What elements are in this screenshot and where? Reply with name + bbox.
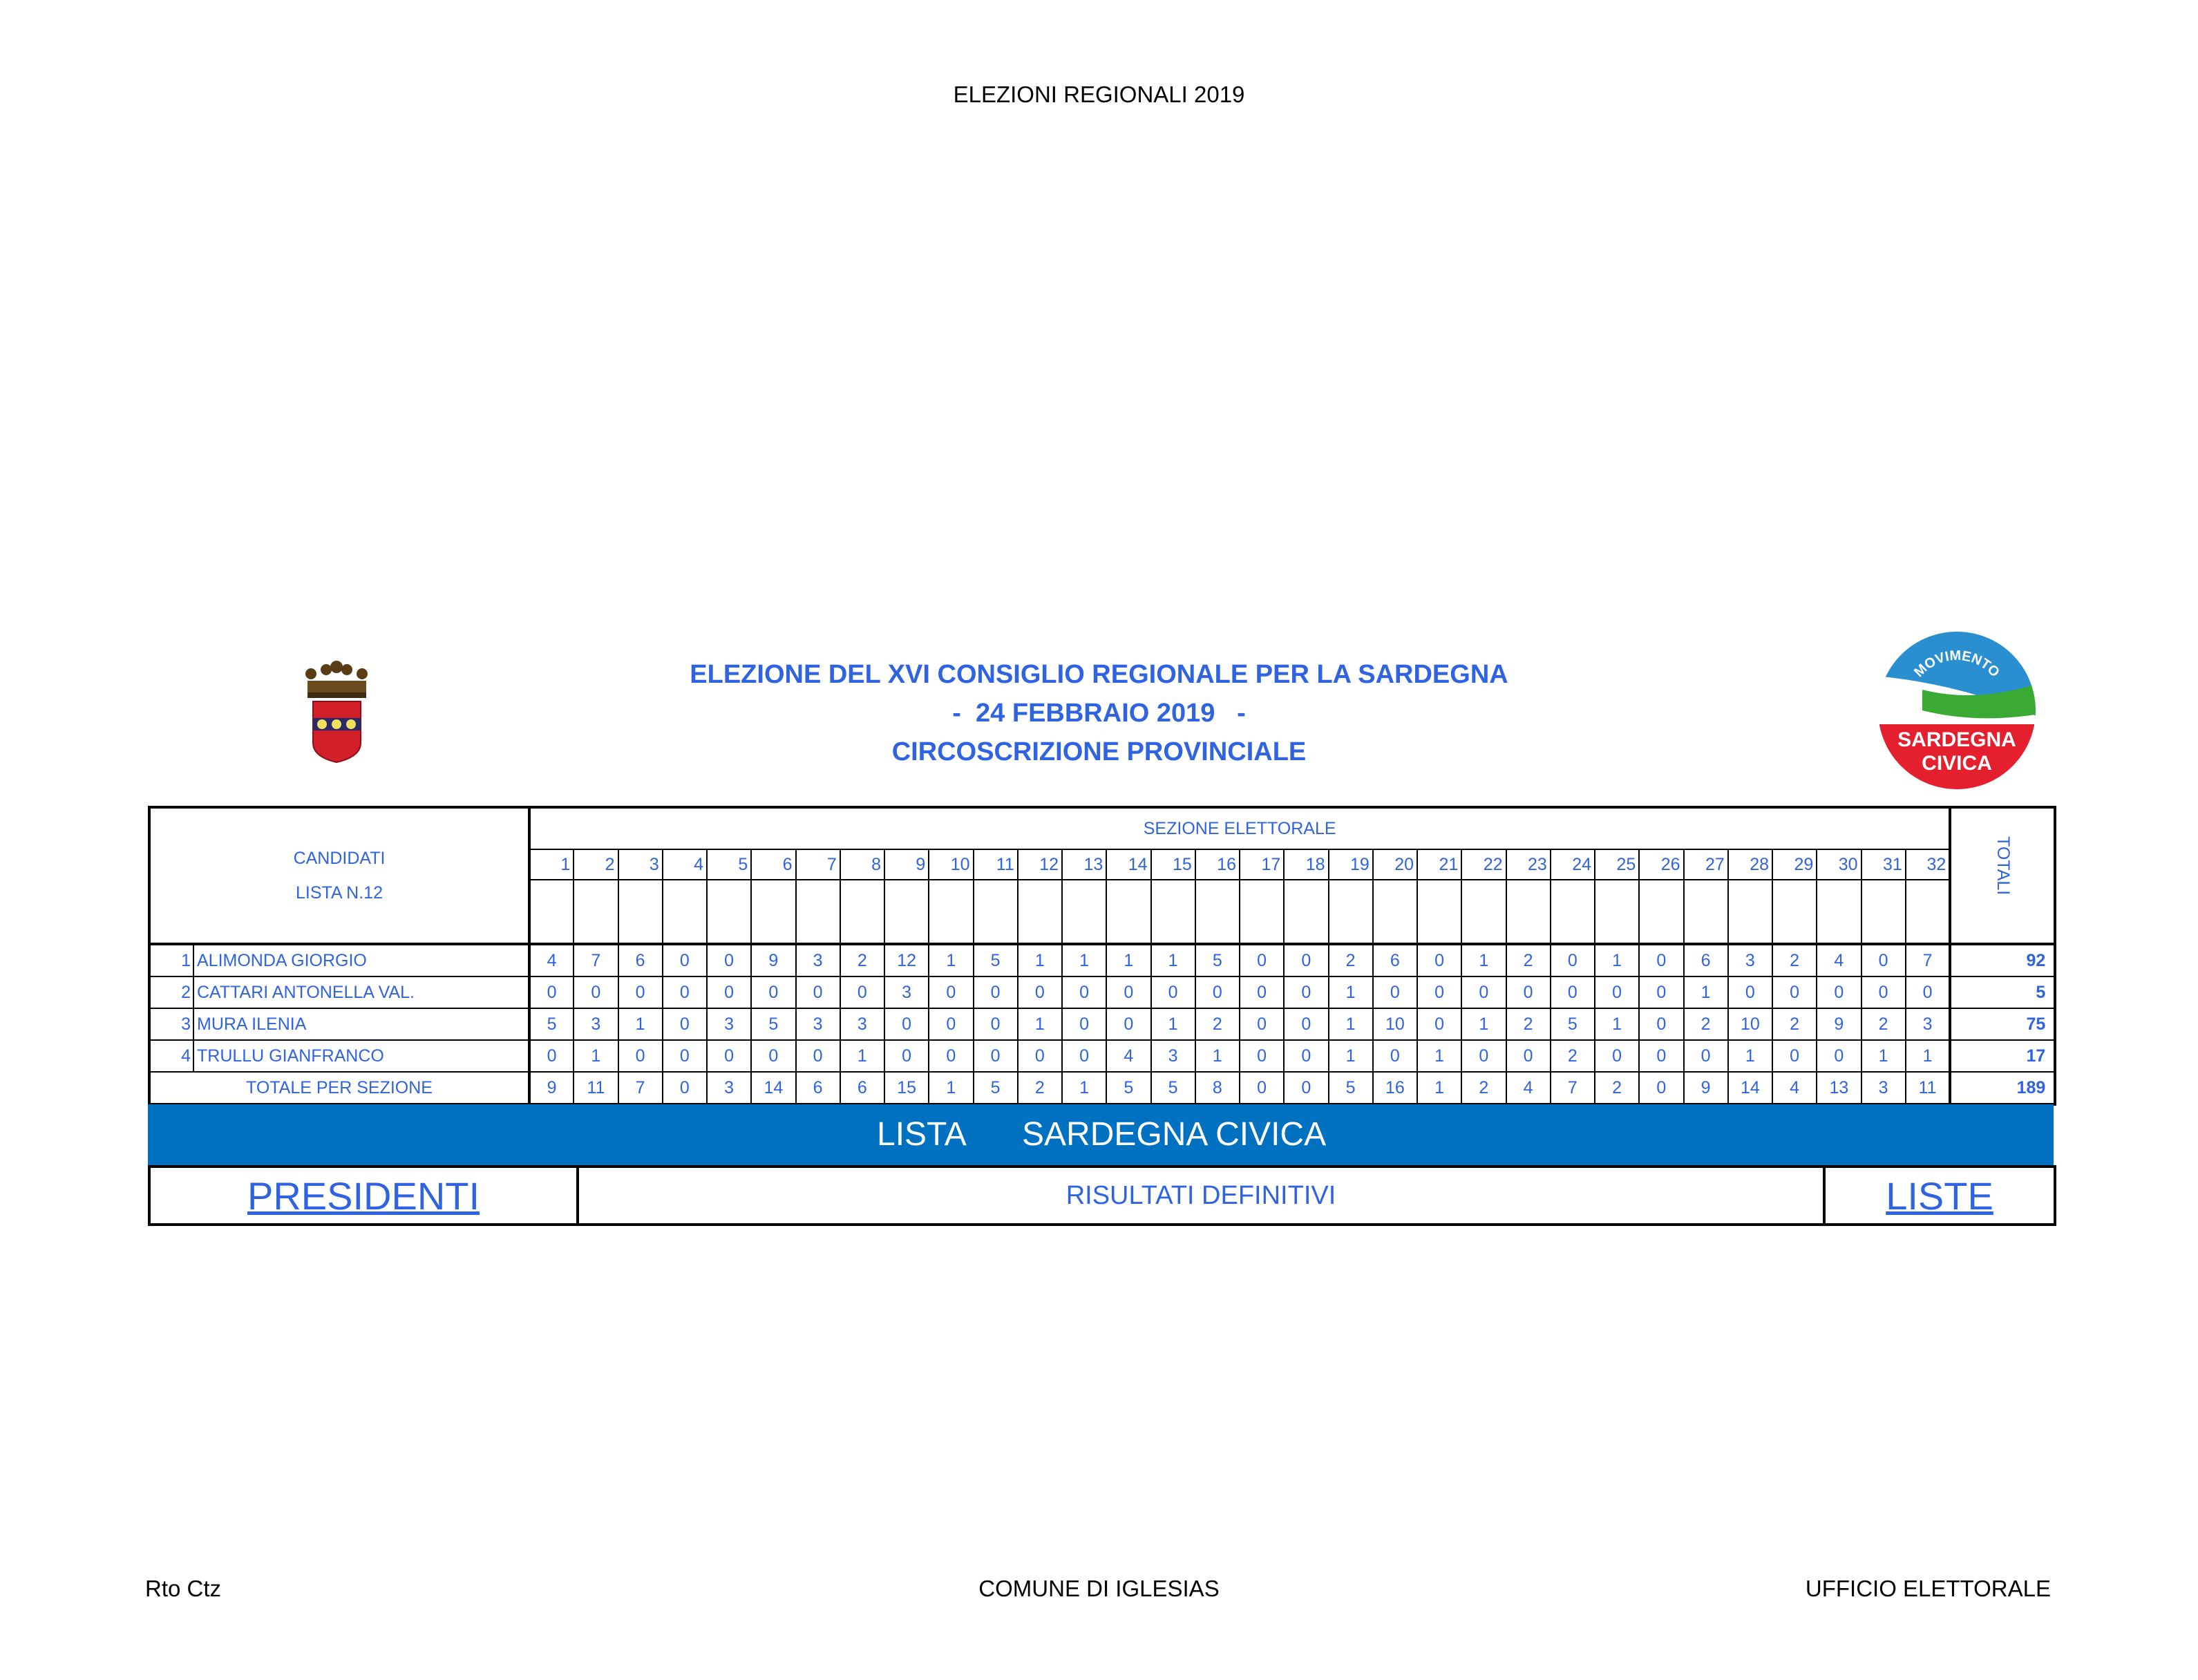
logo-line-2: CIVICA: [1922, 752, 1992, 775]
section-blank-cell: [1639, 880, 1683, 944]
section-total-cell: 3: [707, 1072, 751, 1104]
section-total-cell: 0: [1639, 1072, 1683, 1104]
vote-cell: 3: [796, 1008, 840, 1040]
section-total-cell: 16: [1373, 1072, 1417, 1104]
vote-cell: 0: [663, 976, 707, 1008]
vote-cell: 5: [1195, 944, 1240, 976]
section-total-cell: 7: [1551, 1072, 1595, 1104]
section-total-cell: 5: [1106, 1072, 1150, 1104]
section-blank-cell: [1062, 880, 1106, 944]
section-blank-cell: [1772, 880, 1817, 944]
section-blank-cell: [1595, 880, 1639, 944]
vote-cell: 0: [1861, 976, 1906, 1008]
candidate-total: 92: [1950, 944, 2055, 976]
candidate-row: [149, 944, 2055, 976]
vote-cell: 0: [974, 976, 1018, 1008]
candidate-number: 2: [149, 976, 193, 1008]
candidate-rows: [149, 944, 2055, 1072]
section-blank-cell: [618, 880, 663, 944]
vote-cell: 1: [1728, 1040, 1772, 1072]
document-title: [0, 655, 2198, 771]
section-number: 21: [1417, 849, 1461, 880]
vote-cell: 10: [1373, 1008, 1417, 1040]
section-number: 31: [1861, 849, 1906, 880]
title-line-3: CIRCOSCRIZIONE PROVINCIALE: [891, 737, 1307, 766]
vote-cell: 0: [1817, 976, 1861, 1008]
vote-cell: 2: [1684, 1008, 1728, 1040]
section-total-cell: 0: [1284, 1072, 1328, 1104]
vote-cell: 6: [1373, 944, 1417, 976]
vote-cell: 0: [1195, 976, 1240, 1008]
vote-cell: 1: [1106, 944, 1150, 976]
vote-cell: 0: [796, 1040, 840, 1072]
vote-cell: 0: [663, 1008, 707, 1040]
vote-cell: 0: [529, 1040, 574, 1072]
section-blank-cell: [1506, 880, 1551, 944]
section-blank-cell: [1906, 880, 1951, 944]
section-number: 10: [929, 849, 973, 880]
section-number: 14: [1106, 849, 1150, 880]
section-blank-cell: [1728, 880, 1772, 944]
vote-cell: 1: [574, 1040, 618, 1072]
section-blank-cell: [574, 880, 618, 944]
section-total-cell: 1: [1062, 1072, 1106, 1104]
vote-cell: 2: [1506, 1008, 1551, 1040]
section-total-cell: 5: [1329, 1072, 1373, 1104]
section-number: 17: [1240, 849, 1284, 880]
candidate-row: [149, 1040, 2055, 1072]
vote-cell: 2: [1861, 1008, 1906, 1040]
section-total-cell: 5: [1151, 1072, 1195, 1104]
section-blank-cell: [1373, 880, 1417, 944]
section-total-cell: 15: [884, 1072, 929, 1104]
vote-cell: 1: [1329, 1008, 1373, 1040]
section-blank-cell: [974, 880, 1018, 944]
vote-cell: 0: [1417, 944, 1461, 976]
liste-cell: [1826, 1168, 2054, 1223]
section-number: 28: [1728, 849, 1772, 880]
section-total-cell: 0: [1240, 1072, 1284, 1104]
section-number: 15: [1151, 849, 1195, 880]
vote-cell: 0: [1373, 976, 1417, 1008]
vote-cell: 0: [840, 976, 884, 1008]
vote-cell: 5: [974, 944, 1018, 976]
section-blank-cell: [1817, 880, 1861, 944]
vote-cell: 0: [1106, 1008, 1150, 1040]
vote-cell: 3: [574, 1008, 618, 1040]
vote-cell: 3: [1906, 1008, 1951, 1040]
vote-cell: 4: [1817, 944, 1861, 976]
vote-cell: 0: [884, 1008, 929, 1040]
section-number: 19: [1329, 849, 1373, 880]
vote-cell: 1: [1018, 944, 1062, 976]
section-number: 6: [751, 849, 795, 880]
section-number: 24: [1551, 849, 1595, 880]
vote-cell: 2: [1551, 1040, 1595, 1072]
vote-cell: 0: [618, 976, 663, 1008]
section-number: 18: [1284, 849, 1328, 880]
vote-cell: 0: [1506, 976, 1551, 1008]
vote-cell: 0: [1861, 944, 1906, 976]
section-number: 23: [1506, 849, 1551, 880]
section-total-cell: 0: [663, 1072, 707, 1104]
vote-cell: 0: [1284, 1040, 1328, 1072]
vote-cell: 0: [1106, 976, 1150, 1008]
section-blank-cell: [840, 880, 884, 944]
vote-cell: 0: [663, 944, 707, 976]
vote-cell: 10: [1728, 1008, 1772, 1040]
candidate-number: 4: [149, 1040, 193, 1072]
vote-cell: 0: [1018, 1040, 1062, 1072]
candidate-total: 5: [1950, 976, 2055, 1008]
vote-cell: 0: [974, 1040, 1018, 1072]
vote-cell: 0: [751, 1040, 795, 1072]
vote-cell: 0: [1373, 1040, 1417, 1072]
sardegna-civica-logo: [1874, 627, 2040, 793]
section-total-cell: 14: [751, 1072, 795, 1104]
section-number: 32: [1906, 849, 1951, 880]
section-blank-cell: [884, 880, 929, 944]
banner-lista-label: LISTA: [877, 1116, 967, 1153]
section-blank-cell: [1018, 880, 1062, 944]
section-number: 29: [1772, 849, 1817, 880]
vote-cell: 3: [796, 944, 840, 976]
section-number: 5: [707, 849, 751, 880]
vote-cell: 0: [1062, 1008, 1106, 1040]
sezione-header: SEZIONE ELETTORALE: [529, 807, 1950, 849]
section-blank-cell: [1684, 880, 1728, 944]
vote-cell: 0: [707, 944, 751, 976]
section-total-cell: 8: [1195, 1072, 1240, 1104]
vote-cell: 1: [1461, 944, 1506, 976]
vote-cell: 0: [884, 1040, 929, 1072]
section-total-cell: 3: [1861, 1072, 1906, 1104]
section-number: 9: [884, 849, 929, 880]
vote-cell: 1: [929, 944, 973, 976]
vote-cell: 12: [884, 944, 929, 976]
vote-cell: 0: [1461, 1040, 1506, 1072]
vote-cell: 0: [1151, 976, 1195, 1008]
vote-cell: 2: [1195, 1008, 1240, 1040]
vote-cell: 0: [1595, 976, 1639, 1008]
page-header: ELEZIONI REGIONALI 2019: [953, 82, 1245, 107]
section-total-cell: 1: [1417, 1072, 1461, 1104]
vote-cell: 0: [1284, 1008, 1328, 1040]
vote-cell: 0: [529, 976, 574, 1008]
vote-cell: 0: [1817, 1040, 1861, 1072]
section-total-cell: 14: [1728, 1072, 1772, 1104]
vote-cell: 0: [1551, 976, 1595, 1008]
vote-cell: 1: [1151, 1008, 1195, 1040]
vote-cell: 1: [1329, 1040, 1373, 1072]
section-blank-cell: [529, 880, 574, 944]
vote-cell: 5: [1551, 1008, 1595, 1040]
section-blank-cell: [1195, 880, 1240, 944]
candidate-name: TRULLU GIANFRANCO: [193, 1040, 529, 1072]
section-number: 25: [1595, 849, 1639, 880]
section-blank-cell: [1106, 880, 1150, 944]
vote-cell: 1: [1684, 976, 1728, 1008]
candidati-header: [149, 807, 529, 944]
vote-cell: 1: [1461, 1008, 1506, 1040]
vote-cell: 0: [796, 976, 840, 1008]
totali-header: [1950, 807, 2055, 944]
section-blank-cell: [1551, 880, 1595, 944]
vote-cell: 3: [1728, 944, 1772, 976]
section-total-cell: 4: [1506, 1072, 1551, 1104]
vote-cell: 0: [1639, 944, 1683, 976]
section-total-cell: 11: [574, 1072, 618, 1104]
vote-cell: 0: [1417, 1008, 1461, 1040]
section-number: 11: [974, 849, 1018, 880]
candidate-row: [149, 976, 2055, 1008]
vote-cell: 1: [1861, 1040, 1906, 1072]
vote-cell: 0: [574, 976, 618, 1008]
section-blank-cell: [751, 880, 795, 944]
section-number: 12: [1018, 849, 1062, 880]
section-number: 22: [1461, 849, 1506, 880]
vote-cell: 1: [1151, 944, 1195, 976]
section-total-cell: 6: [840, 1072, 884, 1104]
section-total-cell: 5: [974, 1072, 1018, 1104]
results-status: RISULTATI DEFINITIVI: [579, 1168, 1826, 1223]
footer-left: Rto Ctz: [145, 1576, 222, 1601]
section-blank-cell: [1417, 880, 1461, 944]
vote-cell: 4: [529, 944, 574, 976]
liste-link[interactable]: LISTE: [1886, 1173, 1993, 1218]
vote-cell: 0: [618, 1040, 663, 1072]
vote-cell: 0: [1772, 976, 1817, 1008]
title-line-2: - 24 FEBBRAIO 2019 -: [952, 699, 1246, 728]
vote-cell: 1: [1062, 944, 1106, 976]
section-blank-cell: [1461, 880, 1506, 944]
vote-cell: 1: [1595, 944, 1639, 976]
section-blank-cell: [1329, 880, 1373, 944]
list-banner: [148, 1104, 2054, 1165]
section-number: 27: [1684, 849, 1728, 880]
vote-cell: 0: [1595, 1040, 1639, 1072]
section-total-cell: 2: [1018, 1072, 1062, 1104]
candidate-total: 75: [1950, 1008, 2055, 1040]
vote-cell: 4: [1106, 1040, 1150, 1072]
vote-cell: 1: [1595, 1008, 1639, 1040]
footer-right: UFFICIO ELETTORALE: [1805, 1576, 2051, 1601]
section-blank-cell: [1151, 880, 1195, 944]
section-number: 3: [618, 849, 663, 880]
candidate-total: 17: [1950, 1040, 2055, 1072]
section-number: 4: [663, 849, 707, 880]
vote-cell: 0: [1461, 976, 1506, 1008]
totals-row: [149, 1072, 2055, 1104]
vote-cell: 7: [1906, 944, 1951, 976]
vote-cell: 1: [1417, 1040, 1461, 1072]
vote-cell: 1: [1329, 976, 1373, 1008]
section-number: 1: [529, 849, 574, 880]
section-total-cell: 6: [796, 1072, 840, 1104]
vote-cell: 0: [1240, 1040, 1284, 1072]
title-line-1: ELEZIONE DEL XVI CONSIGLIO REGIONALE PER LA SARDEGNA: [690, 660, 1508, 689]
section-total-cell: 9: [529, 1072, 574, 1104]
section-total-cell: 9: [1684, 1072, 1728, 1104]
section-blank-cell: [1240, 880, 1284, 944]
section-number: 30: [1817, 849, 1861, 880]
vote-cell: 0: [1684, 1040, 1728, 1072]
logo-line-1: SARDEGNA: [1897, 728, 2016, 751]
presidenti-link[interactable]: PRESIDENTI: [247, 1173, 480, 1218]
vote-cell: 0: [663, 1040, 707, 1072]
section-number: 16: [1195, 849, 1240, 880]
section-blank-cell: [929, 880, 973, 944]
vote-cell: 0: [1062, 976, 1106, 1008]
logo-top-text: MOVIMENTO: [1911, 648, 2002, 681]
totale-per-sezione-label: TOTALE PER SEZIONE: [149, 1072, 529, 1104]
vote-cell: 0: [1240, 976, 1284, 1008]
vote-cell: 9: [751, 944, 795, 976]
section-total-cell: 4: [1772, 1072, 1817, 1104]
section-total-cell: 11: [1906, 1072, 1951, 1104]
vote-cell: 0: [1284, 976, 1328, 1008]
section-total-cell: 1: [929, 1072, 973, 1104]
section-number: 8: [840, 849, 884, 880]
grand-total: 189: [1950, 1072, 2055, 1104]
candidate-name: ALIMONDA GIORGIO: [193, 944, 529, 976]
vote-cell: 0: [929, 1040, 973, 1072]
results-table: [148, 806, 2056, 1106]
candidate-name: CATTARI ANTONELLA VAL.: [193, 976, 529, 1008]
section-blank-cell: [796, 880, 840, 944]
vote-cell: 2: [1329, 944, 1373, 976]
vote-cell: 2: [1772, 1008, 1817, 1040]
vote-cell: 0: [1506, 1040, 1551, 1072]
vote-cell: 0: [929, 1008, 973, 1040]
footer-center: COMUNE DI IGLESIAS: [978, 1576, 1220, 1601]
vote-cell: 0: [1906, 976, 1951, 1008]
vote-cell: 7: [574, 944, 618, 976]
section-total-cell: 2: [1461, 1072, 1506, 1104]
section-number: 2: [574, 849, 618, 880]
vote-cell: 1: [1195, 1040, 1240, 1072]
vote-cell: 0: [1639, 1008, 1683, 1040]
section-number: 7: [796, 849, 840, 880]
vote-cell: 0: [707, 976, 751, 1008]
vote-cell: 2: [1772, 944, 1817, 976]
candidati-label: CANDIDATI: [293, 849, 386, 868]
vote-cell: 0: [1240, 944, 1284, 976]
vote-cell: 6: [1684, 944, 1728, 976]
vote-cell: 0: [1417, 976, 1461, 1008]
vote-cell: 3: [707, 1008, 751, 1040]
vote-cell: 0: [1062, 1040, 1106, 1072]
vote-cell: 2: [840, 944, 884, 976]
vote-cell: 1: [840, 1040, 884, 1072]
bottom-nav-bar: [148, 1165, 2056, 1226]
section-blank-cell: [663, 880, 707, 944]
vote-cell: 5: [529, 1008, 574, 1040]
section-total-cell: 7: [618, 1072, 663, 1104]
section-blank-cell: [1861, 880, 1906, 944]
vote-cell: 3: [840, 1008, 884, 1040]
vote-cell: 2: [1506, 944, 1551, 976]
section-number: 13: [1062, 849, 1106, 880]
vote-cell: 0: [929, 976, 973, 1008]
vote-cell: 0: [1240, 1008, 1284, 1040]
totali-label: TOTALI: [1993, 836, 2013, 896]
vote-cell: 0: [707, 1040, 751, 1072]
vote-cell: 0: [1728, 976, 1772, 1008]
vote-cell: 0: [974, 1008, 1018, 1040]
section-total-cell: 2: [1595, 1072, 1639, 1104]
section-blank-cell: [1284, 880, 1328, 944]
vote-cell: 0: [1551, 944, 1595, 976]
vote-cell: 0: [1284, 944, 1328, 976]
candidate-row: [149, 1008, 2055, 1040]
section-number: 20: [1373, 849, 1417, 880]
vote-cell: 9: [1817, 1008, 1861, 1040]
candidate-number: 3: [149, 1008, 193, 1040]
vote-cell: 6: [618, 944, 663, 976]
vote-cell: 1: [1906, 1040, 1951, 1072]
vote-cell: 0: [1772, 1040, 1817, 1072]
vote-cell: 5: [751, 1008, 795, 1040]
banner-list-name: SARDEGNA CIVICA: [1022, 1116, 1327, 1153]
vote-cell: 3: [884, 976, 929, 1008]
vote-cell: 1: [618, 1008, 663, 1040]
presidenti-cell: [151, 1168, 579, 1223]
section-blank-cell: [707, 880, 751, 944]
section-number: 26: [1639, 849, 1683, 880]
section-total-cell: 13: [1817, 1072, 1861, 1104]
candidate-number: 1: [149, 944, 193, 976]
candidate-name: MURA ILENIA: [193, 1008, 529, 1040]
vote-cell: 0: [1639, 976, 1683, 1008]
vote-cell: 0: [751, 976, 795, 1008]
vote-cell: 1: [1018, 1008, 1062, 1040]
vote-cell: 0: [1018, 976, 1062, 1008]
vote-cell: 0: [1639, 1040, 1683, 1072]
vote-cell: 3: [1151, 1040, 1195, 1072]
lista-label: LISTA N.12: [296, 883, 383, 903]
